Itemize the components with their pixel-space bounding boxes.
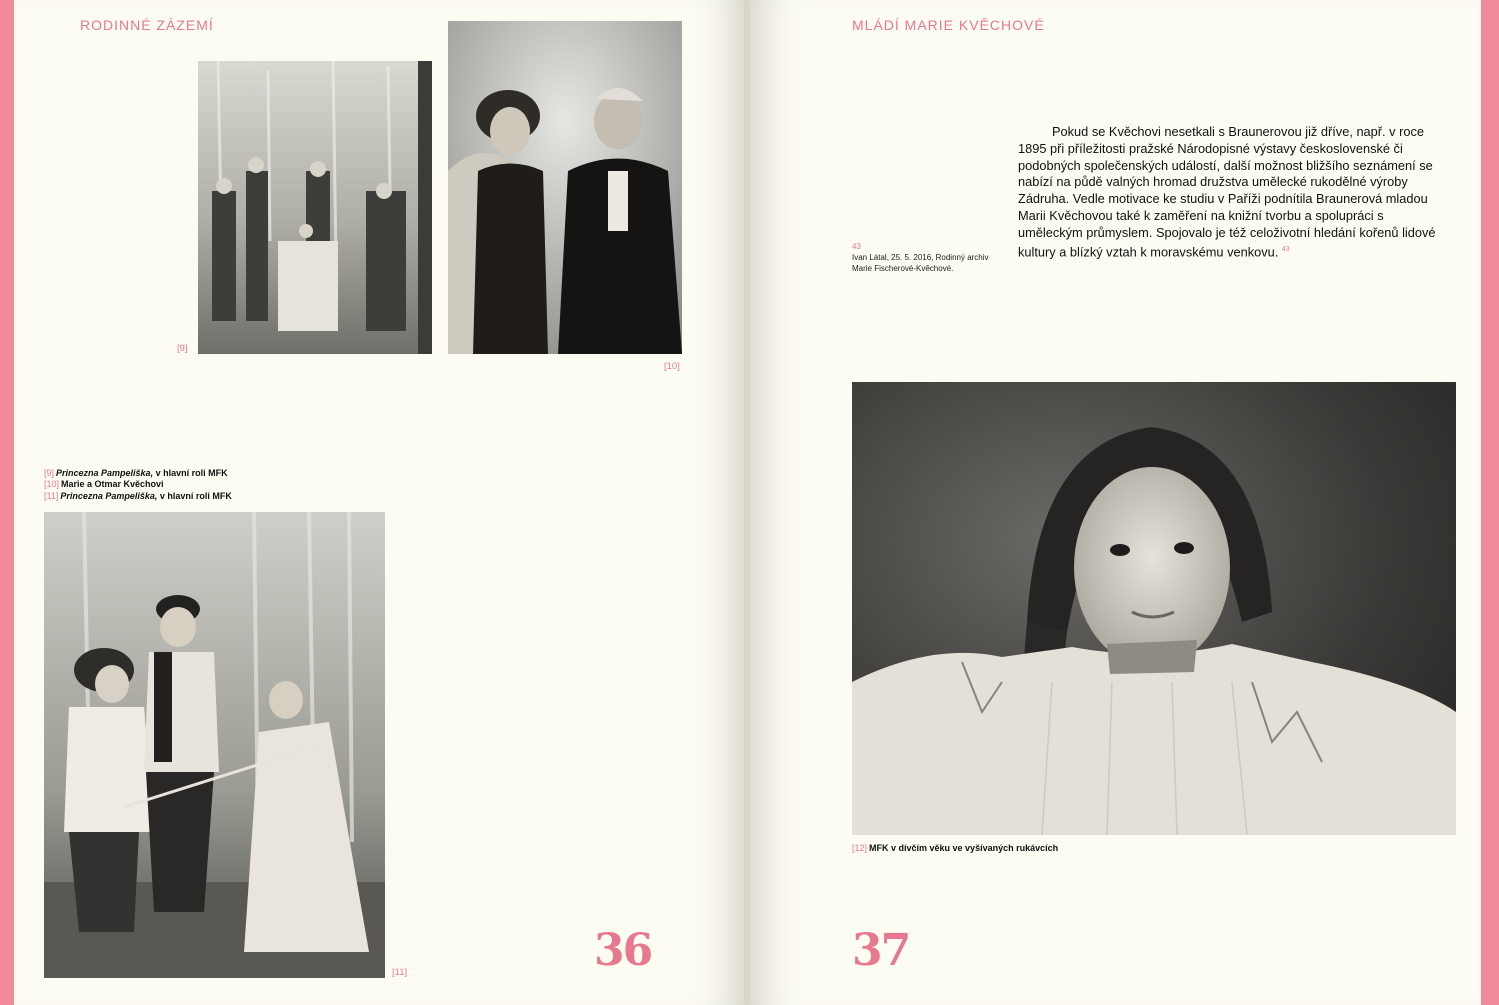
photo-9 (198, 61, 432, 354)
page-number-right: 37 (852, 925, 910, 976)
caption-11: [11] Princezna Pampeliška, v hlavní roli MFK (44, 490, 232, 501)
page-number-left: 36 (594, 925, 652, 976)
running-head-right: MLÁDÍ MARIE KVĚCHOVÉ (852, 17, 1045, 33)
left-page (14, 0, 744, 1005)
ref-9: [9] (177, 343, 188, 354)
footnote-text: Ivan Látal, 25. 5. 2016, Rodinný archiv Marie Fischerové-Kvěchové. (852, 253, 989, 273)
footnote-ref: 43 (1281, 245, 1290, 253)
body-paragraph (1018, 124, 1450, 261)
caption-10: [10] Marie a Otmar Kvěchovi (44, 479, 164, 490)
footnote-number: 43 (852, 242, 861, 251)
photo-12 (852, 382, 1456, 835)
right-page (750, 0, 1481, 1005)
caption-12: [12] MFK v dívčím věku ve vyšívaných rukávcích (852, 843, 1059, 853)
running-head-left: RODINNÉ ZÁZEMÍ (80, 17, 214, 33)
caption-list (44, 468, 232, 502)
footnote (852, 241, 997, 274)
caption-9: [9] Princezna Pampeliška, v hlavní roli MFK (44, 468, 228, 478)
photo-11 (44, 512, 385, 978)
photo-10 (448, 21, 682, 354)
body-text: Pokud se Kvěchovi nesetkali s Braunerovou již dříve, např. v roce 1895 při příležitosti pražské Národopisné výstavy československé či podobných společenských událostí, další možnost bližšího seznámení se nabízí na půdě valných hromad družstva umělecké rukodělné výroby Zádruha. Vedle motivace ke studiu v Paříži podnítila Braunerová mladou Marii Kvěchovou také k zaměření na knižní tvorbu a spolupráci s uměleckým průmyslem. Spojovalo je též celoživotní hledání kořenů lidové kultury a blízký vztah k moravskému venkovu. (1018, 124, 1436, 259)
ref-10: [10] (664, 361, 680, 372)
ref-11: [11] (392, 967, 408, 978)
